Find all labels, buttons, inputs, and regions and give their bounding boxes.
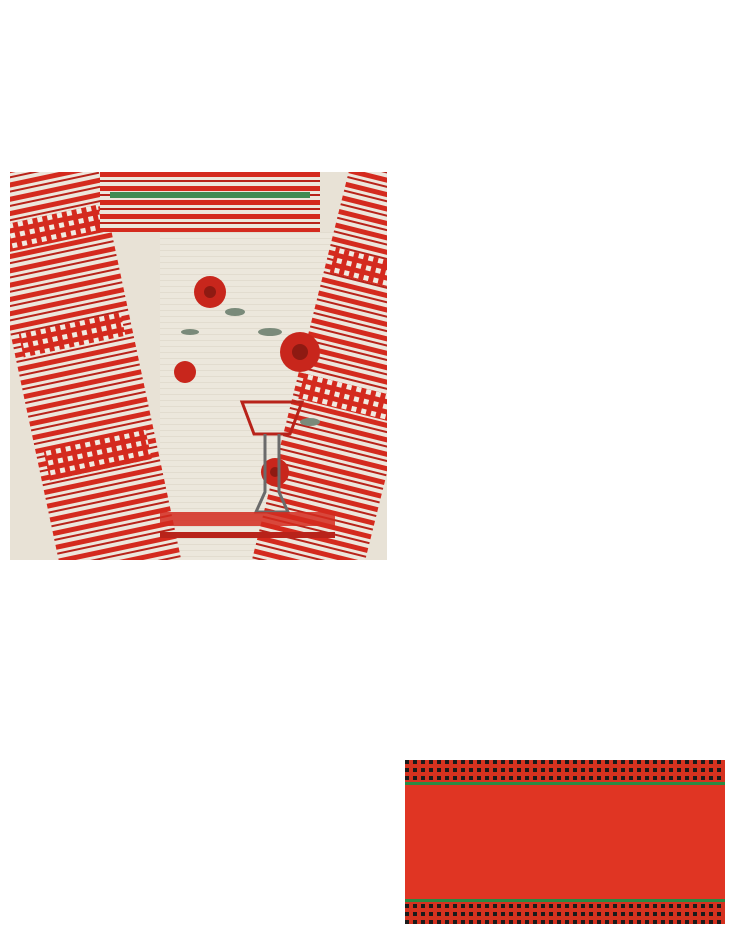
towels-embroidery-photo bbox=[10, 172, 387, 560]
stitch-diagram bbox=[66, 18, 562, 118]
ornament-band-photo bbox=[405, 760, 725, 924]
